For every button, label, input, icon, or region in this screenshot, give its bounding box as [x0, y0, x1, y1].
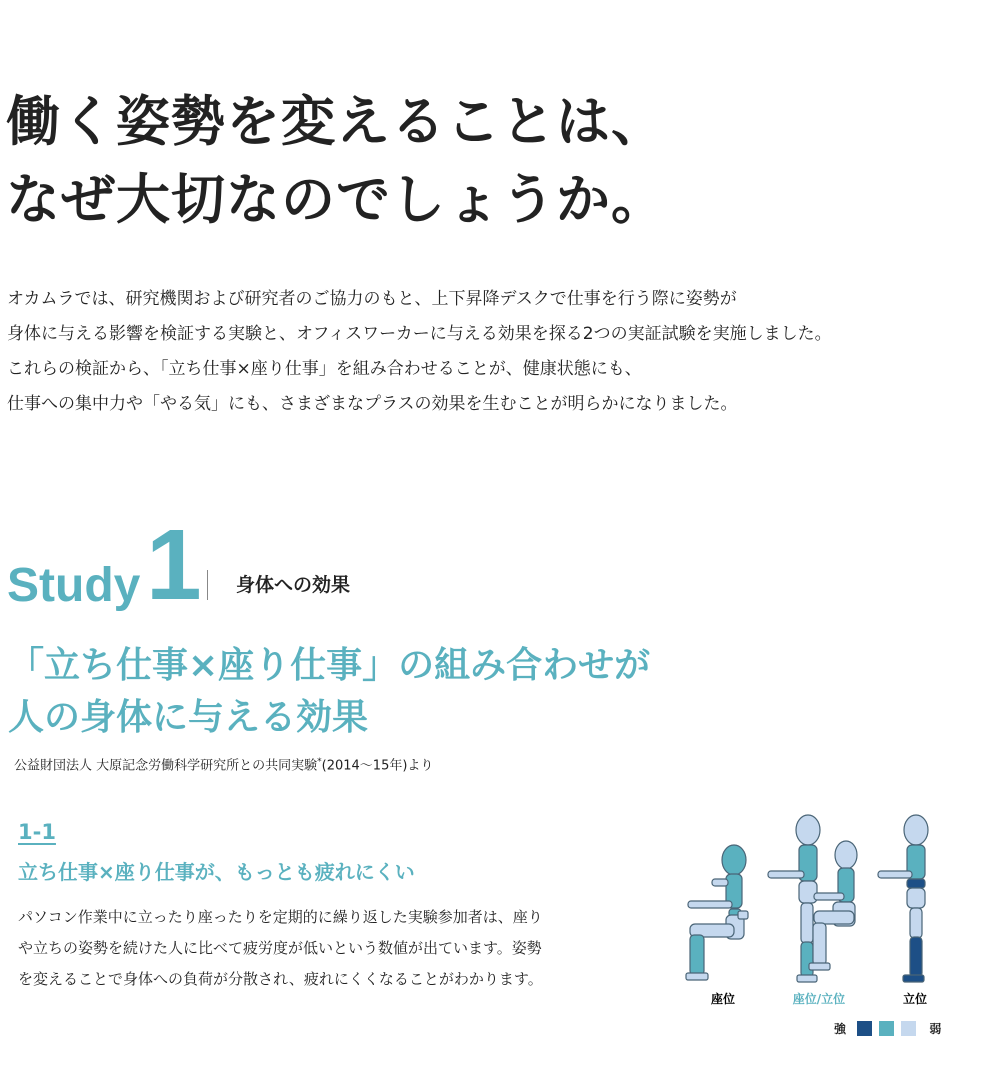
- standing-mannequin-icon: [878, 815, 928, 982]
- sit-stand-mannequin-icon: [768, 815, 857, 982]
- study-subtitle: 身体への効果: [236, 574, 351, 596]
- section-body-line: や立ちの姿勢を続けた人に比べて疲労度が低いという数値が出ています。姿勢: [18, 939, 542, 957]
- legend-swatch-medium: [879, 1021, 894, 1036]
- headline-line-2: なぜ大切なのでしょうか。: [6, 167, 666, 231]
- legend-swatch-weak: [901, 1021, 916, 1036]
- section-body-line: パソコン作業中に立ったり座ったりを定期的に繰り返した実験参加者は、座り: [18, 908, 543, 926]
- section-body-line: を変えることで身体への負荷が分散され、疲れにくくなることがわかります。: [18, 970, 543, 988]
- study-source-org: 公益財団法人 大原記念労働科学研究所との共同実験: [14, 758, 318, 774]
- intro-line: これらの検証から、「立ち仕事×座り仕事」を組み合わせることが、健康状態にも、: [7, 359, 642, 379]
- study-divider: [207, 570, 208, 600]
- section-body: [18, 902, 648, 995]
- label-standing: 立位: [902, 992, 928, 1006]
- headline-line-1: 働く姿勢を変えることは、: [6, 89, 666, 153]
- page-headline: [6, 82, 666, 238]
- section-heading: 立ち仕事×座り仕事が、もっとも疲れにくい: [18, 860, 415, 884]
- study-title: [8, 640, 650, 744]
- study-title-line-2: 人の身体に与える効果: [8, 697, 369, 738]
- intro-line: オカムラでは、研究機関および研究者のご協力のもと、上下昇降デスクで仕事を行う際に姿勢が: [7, 289, 737, 309]
- study-source-mark: *: [317, 757, 322, 767]
- intro-line: 身体に与える影響を検証する実験と、オフィスワーカーに与える効果を探る2つの実証試験を実施しました。: [7, 324, 832, 344]
- legend-weak-label: 弱: [929, 1022, 942, 1036]
- intensity-legend: [828, 1018, 947, 1036]
- study-title-line-1: 「立ち仕事×座り仕事」の組み合わせが: [8, 645, 651, 686]
- label-sit-stand: 座位/立位: [792, 992, 846, 1006]
- label-sitting: 座位: [710, 992, 736, 1006]
- study-label: Study: [7, 559, 141, 612]
- posture-figure: [670, 805, 990, 1045]
- legend-swatch-strong: [857, 1021, 872, 1036]
- study-source-period: (2014〜15年)より: [321, 758, 434, 774]
- intro-line: 仕事への集中力や「やる気」にも、さまざまなプラスの効果を生むことが明らかになりました。: [7, 394, 738, 414]
- study-source: [14, 752, 433, 776]
- intro-paragraph: [7, 282, 1000, 422]
- sitting-mannequin-icon: [686, 845, 748, 980]
- legend-strong-label: 強: [834, 1022, 847, 1036]
- study-number: 1: [146, 509, 202, 621]
- section-number: 1-1: [18, 820, 56, 844]
